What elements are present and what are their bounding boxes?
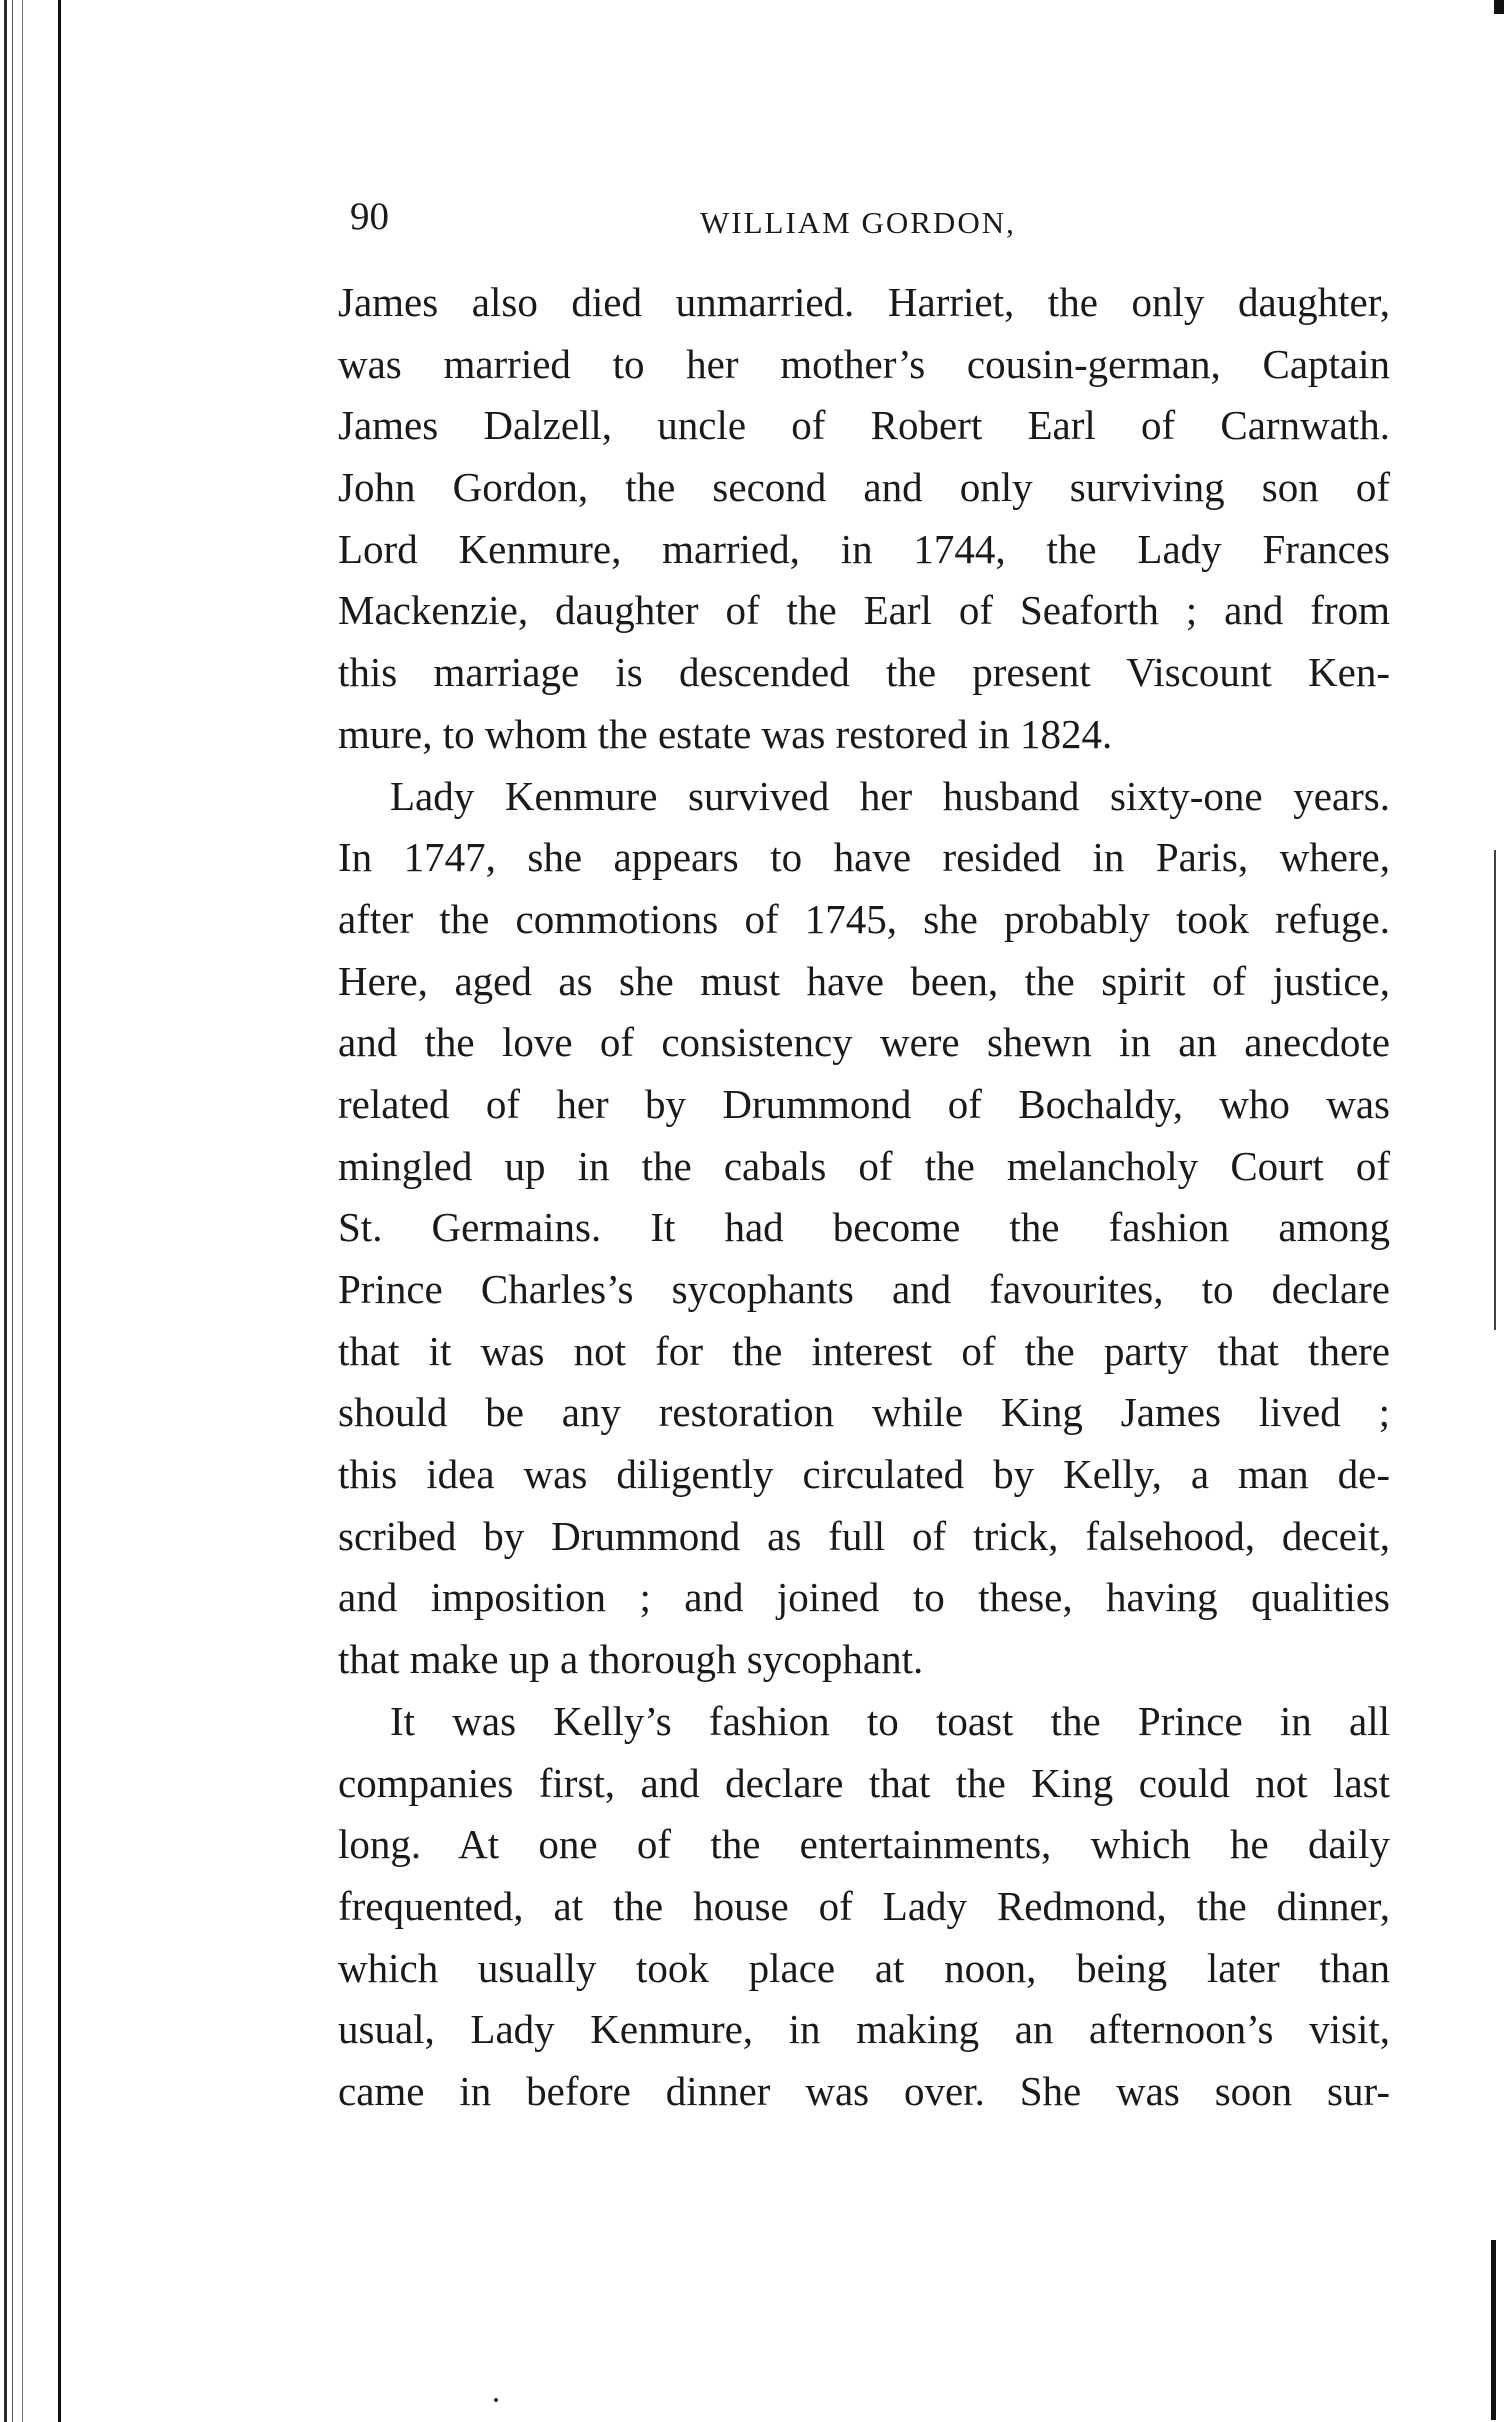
text-line: Lady Kenmure survived her husband sixty-one years.: [390, 772, 1390, 819]
scan-speck: [494, 2398, 498, 2402]
text-line: It was Kelly’s fashion to toast the Prince in all: [390, 1697, 1390, 1744]
text-line: In 1747, she appears to have resided in Paris, where,: [338, 834, 1390, 881]
scan-edge-line: [58, 0, 61, 2422]
scan-edge-line: [1491, 2240, 1496, 2420]
text-line: related of her by Drummond of Bochaldy, who was: [338, 1080, 1390, 1127]
text-line: this marriage is descended the present Viscount Ken-: [338, 649, 1390, 696]
paragraph-1: [338, 272, 1390, 766]
text-line: Lord Kenmure, married, in 1744, the Lady Frances: [338, 525, 1390, 572]
text-line: that make up a thorough sycophant.: [338, 1636, 924, 1683]
text-line: and the love of consistency were shewn in an anecdote: [338, 1019, 1390, 1066]
text-line: was married to her mother’s cousin-german, Captain: [338, 340, 1390, 387]
scan-edge-line: [12, 0, 13, 2422]
text-line: Prince Charles’s sycophants and favourites, to declare: [338, 1266, 1390, 1312]
body-text: [338, 272, 1390, 2123]
scan-edge-line: [1494, 850, 1496, 1330]
text-line: came in before dinner was over. She was soon sur-: [338, 2067, 1390, 2114]
text-line: long. At one of the entertainments, which he daily: [338, 1821, 1390, 1868]
text-line: Mackenzie, daughter of the Earl of Seaforth ; and from: [338, 587, 1390, 634]
text-line: after the commotions of 1745, she probably took refuge.: [338, 895, 1390, 942]
text-line: that it was not for the interest of the party that there: [338, 1327, 1390, 1374]
text-line: should be any restoration while King James lived ;: [338, 1389, 1390, 1436]
text-line: John Gordon, the second and only surviving son of: [338, 464, 1390, 511]
text-line: usual, Lady Kenmure, in making an afternoon’s visit,: [338, 2006, 1390, 2053]
text-line: which usually took place at noon, being later than: [338, 1944, 1390, 1991]
text-line: Here, aged as she must have been, the spirit of justice,: [338, 957, 1390, 1004]
text-line: frequented, at the house of Lady Redmond, the dinner,: [338, 1882, 1390, 1929]
scan-corner-mark: [1494, 0, 1504, 14]
text-line: and imposition ; and joined to these, having qualities: [338, 1574, 1390, 1621]
text-line: James Dalzell, uncle of Robert Earl of Carnwath.: [338, 402, 1390, 449]
page-header: [350, 195, 1390, 255]
text-line: mingled up in the cabals of the melancholy Court of: [338, 1142, 1390, 1189]
text-line: scribed by Drummond as full of trick, falsehood, deceit,: [338, 1512, 1390, 1559]
page-number: 90: [350, 195, 389, 238]
text-line: St. Germains. It had become the fashion among: [338, 1204, 1390, 1251]
scan-edge-line: [4, 0, 7, 2422]
paragraph-3: [338, 1691, 1390, 2123]
text-line: this idea was diligently circulated by Kelly, a man de-: [338, 1451, 1390, 1498]
running-title: WILLIAM GORDON,: [700, 205, 1016, 240]
text-line: mure, to whom the estate was restored in 1824.: [338, 710, 1113, 757]
scan-edge-line: [22, 0, 23, 2422]
text-line: companies first, and declare that the King could not last: [338, 1759, 1390, 1806]
paragraph-2: [338, 766, 1390, 1691]
text-line: James also died unmarried. Harriet, the only daughter,: [338, 279, 1390, 325]
